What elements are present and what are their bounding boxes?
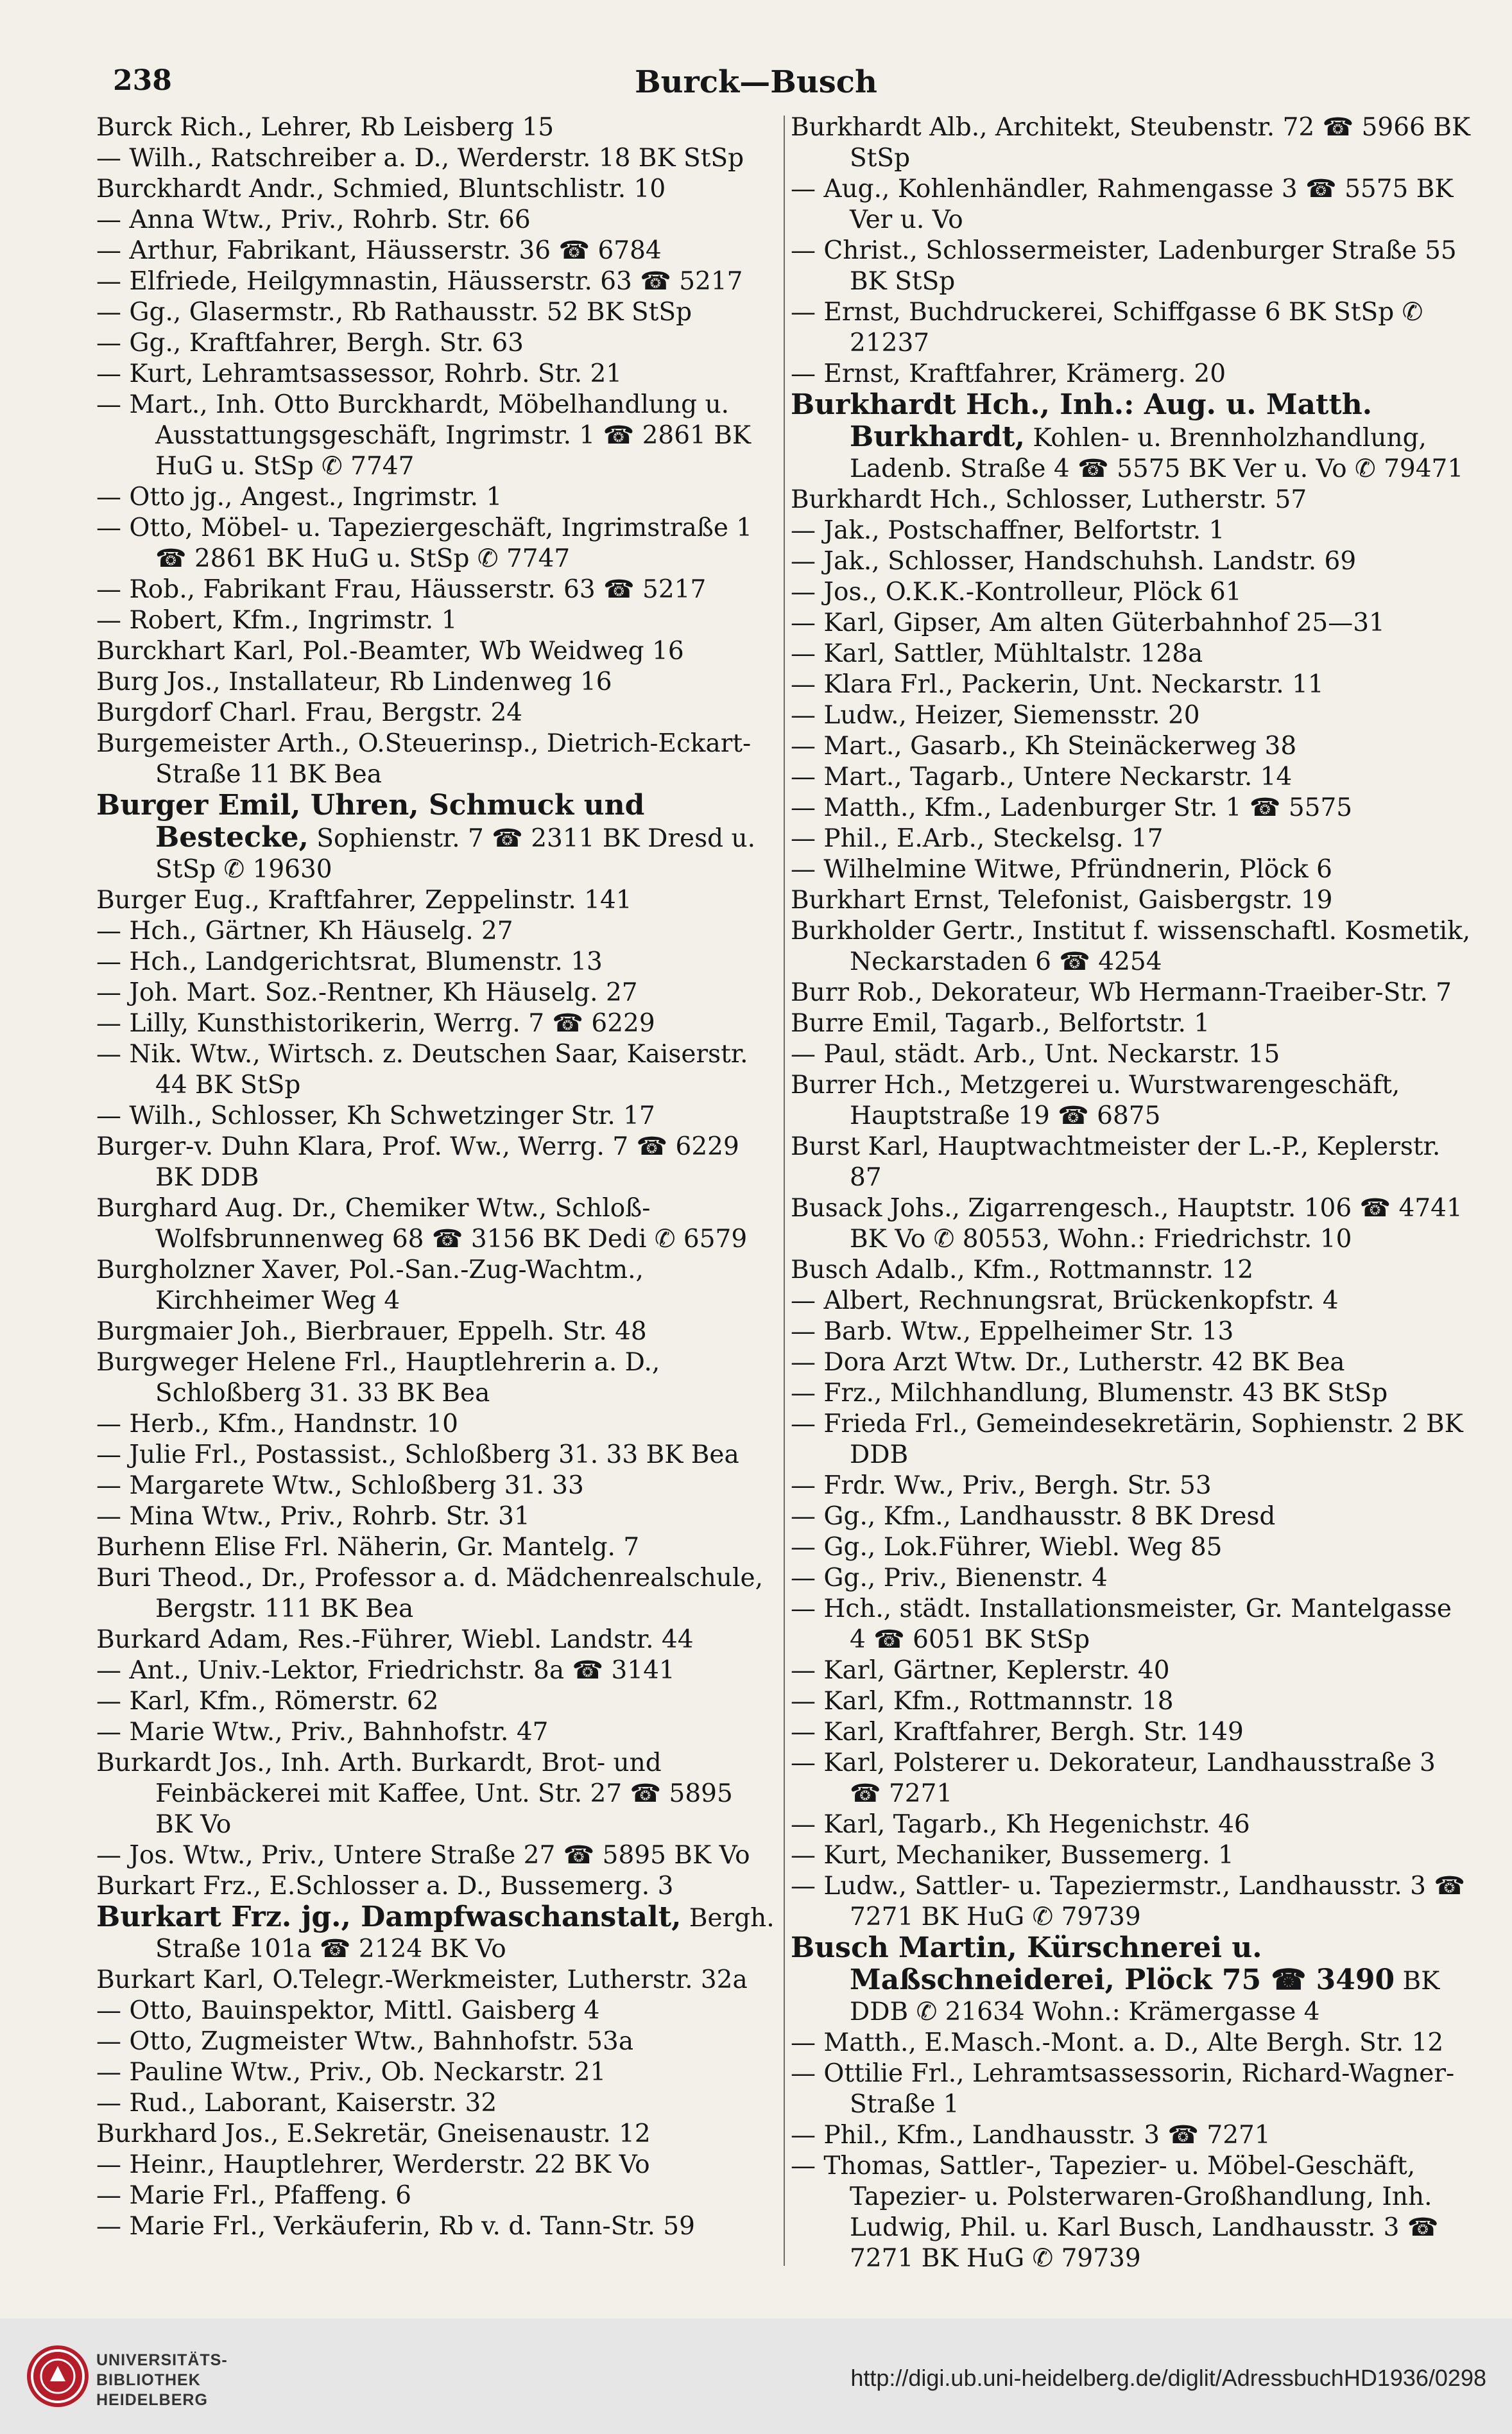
directory-entry: — Wilh., Ratschreiber a. D., Werderstr. 18 BK StSp [96, 144, 744, 173]
directory-entry: Burrer Hch., Metzgerei u. Wurstwarengeschäft, Hauptstraße 19 ☎ 6875 [791, 1071, 1400, 1130]
directory-entry: Burhenn Elise Frl. Näherin, Gr. Mantelg. 7 [96, 1533, 640, 1562]
directory-entry: — Pauline Wtw., Priv., Ob. Neckarstr. 21 [96, 2058, 606, 2087]
directory-entry: Burck Rich., Lehrer, Rb Leisberg 15 [96, 113, 554, 142]
directory-entry: — Karl, Tagarb., Kh Hegenichstr. 46 [791, 1810, 1250, 1839]
entry-business-name: Busch Martin, Kürschnerei u. Maßschneiderei, Plöck 75 ☎ 3490 [791, 1931, 1395, 1996]
directory-entry: Burgdorf Charl. Frau, Bergstr. 24 [96, 698, 523, 727]
directory-entry: — Frieda Frl., Gemeindesekretärin, Sophienstr. 2 BK DDB [791, 1410, 1463, 1469]
directory-entry: — Ant., Univ.-Lektor, Friedrichstr. 8a ☎ 3141 [96, 1656, 675, 1685]
directory-entry: Burkhart Ernst, Telefonist, Gaisbergstr. 19 [791, 886, 1333, 915]
directory-entry: Burkhardt Hch., Schlosser, Lutherstr. 57 [791, 485, 1307, 514]
directory-entry: — Karl, Gipser, Am alten Güterbahnhof 25—31 [791, 608, 1385, 637]
directory-entry: Burghard Aug. Dr., Chemiker Wtw., Schloß-Wolfsbrunnenweg 68 ☎ 3156 BK Dedi ✆ 6579 [96, 1194, 748, 1254]
entry-details: Sophienstr. 7 ☎ 2311 BK Dresd u. StSp ✆ 19630 [155, 824, 755, 884]
directory-entry: — Jak., Schlosser, Handschuhsh. Landstr. 69 [791, 547, 1357, 576]
directory-entry: Burr Rob., Dekorateur, Wb Hermann-Traeiber-Str. 7 [791, 978, 1452, 1007]
directory-entry: — Ottilie Frl., Lehramtsassessorin, Richard-Wagner-Straße 1 [791, 2059, 1455, 2119]
directory-entry: — Mart., Inh. Otto Burckhardt, Möbelhandlung u. Ausstattungsgeschäft, Ingrimstr. 1 ☎ 2861 BK HuG u. StSp ✆ 7747 [96, 390, 752, 481]
directory-entry: — Phil., Kfm., Landhausstr. 3 ☎ 7271 [791, 2121, 1271, 2150]
directory-entry: — Arthur, Fabrikant, Häusserstr. 36 ☎ 6784 [96, 236, 662, 265]
directory-entry: — Nik. Wtw., Wirtsch. z. Deutschen Saar, Kaiserstr. 44 BK StSp [96, 1040, 748, 1100]
directory-entry: Busack Johs., Zigarrengesch., Hauptstr. 106 ☎ 4741 BK Vo ✆ 80553, Wohn.: Friedrichstr. 10 [791, 1194, 1463, 1254]
directory-entry: — Gg., Kfm., Landhausstr. 8 BK Dresd [791, 1502, 1276, 1531]
directory-entry: — Mart., Tagarb., Untere Neckarstr. 14 [791, 763, 1293, 791]
directory-entry: Burkhard Jos., E.Sekretär, Gneisenaustr. 12 [96, 2119, 651, 2148]
directory-entry: Burgemeister Arth., O.Steuerinsp., Dietrich-Eckart-Straße 11 BK Bea [96, 729, 752, 789]
directory-entry: Burgholzner Xaver, Pol.-San.-Zug-Wachtm., Kirchheimer Weg 4 [96, 1256, 644, 1315]
directory-entry: — Karl, Polsterer u. Dekorateur, Landhausstraße 3 ☎ 7271 [791, 1748, 1436, 1808]
directory-entry: Buri Theod., Dr., Professor a. d. Mädchenrealschule, Bergstr. 111 BK Bea [96, 1564, 763, 1623]
directory-entry: — Karl, Kraftfahrer, Bergh. Str. 149 [791, 1718, 1244, 1747]
directory-entry: Burkart Frz., E.Schlosser a. D., Bussemerg. 3 [96, 1872, 674, 1901]
directory-entry: — Wilhelmine Witwe, Pfründnerin, Plöck 6 [791, 855, 1332, 884]
directory-entry: — Klara Frl., Packerin, Unt. Neckarstr. 11 [791, 670, 1324, 699]
directory-entry: Busch Adalb., Kfm., Rottmannstr. 12 [791, 1256, 1254, 1284]
directory-entry: Burgmaier Joh., Bierbrauer, Eppelh. Str. 48 [96, 1317, 647, 1346]
directory-entry: — Otto jg., Angest., Ingrimstr. 1 [96, 483, 503, 512]
directory-entry [96, 790, 777, 885]
directory-entry: — Karl, Sattler, Mühltalstr. 128a [791, 639, 1203, 668]
directory-entry: — Matth., E.Masch.-Mont. a. D., Alte Bergh. Str. 12 [791, 2028, 1444, 2057]
directory-entry: Burger Eug., Kraftfahrer, Zeppelinstr. 141 [96, 886, 632, 915]
directory-entry: Burkart Karl, O.Telegr.-Werkmeister, Lutherstr. 32a [96, 1965, 748, 1994]
directory-entry: Burkardt Jos., Inh. Arth. Burkardt, Brot- und Feinbäckerei mit Kaffee, Unt. Str. 27 ☎ 5895 BK Vo [96, 1748, 733, 1839]
directory-entry: — Gg., Glasermstr., Rb Rathausstr. 52 BK StSp [96, 298, 692, 327]
university-seal-icon [27, 2345, 89, 2407]
directory-entry: — Kurt, Mechaniker, Bussemerg. 1 [791, 1841, 1234, 1870]
directory-entry: — Julie Frl., Postassist., Schloßberg 31. 33 BK Bea [96, 1440, 739, 1469]
directory-entry: Burckhart Karl, Pol.-Beamter, Wb Weidweg 16 [96, 637, 684, 666]
directory-entry: — Aug., Kohlenhändler, Rahmengasse 3 ☎ 5575 BK Ver u. Vo [791, 175, 1454, 234]
page-number: 238 [113, 64, 172, 97]
directory-entry: — Otto, Bauinspektor, Mittl. Gaisberg 4 [96, 1996, 600, 2025]
directory-entry: — Mart., Gasarb., Kh Steinäckerweg 38 [791, 732, 1297, 761]
directory-entry: — Jos., O.K.K.-Kontrolleur, Plöck 61 [791, 578, 1242, 607]
directory-entry: — Albert, Rechnungsrat, Brückenkopfstr. 4 [791, 1286, 1339, 1315]
running-head: Burck—Busch [635, 64, 877, 100]
directory-entry: — Jak., Postschaffner, Belfortstr. 1 [791, 516, 1225, 545]
directory-entry: — Rob., Fabrikant Frau, Häusserstr. 63 ☎ 5217 [96, 575, 707, 604]
directory-entry: — Otto, Zugmeister Wtw., Bahnhofstr. 53a [96, 2027, 634, 2056]
directory-entry: — Hch., städt. Installationsmeister, Gr. Mantelgasse 4 ☎ 6051 BK StSp [791, 1594, 1452, 1654]
directory-entry: — Anna Wtw., Priv., Rohrb. Str. 66 [96, 205, 531, 234]
directory-entry: — Frz., Milchhandlung, Blumenstr. 43 BK StSp [791, 1379, 1388, 1408]
directory-entry: — Herb., Kfm., Handnstr. 10 [96, 1410, 458, 1438]
directory-entry: — Hch., Landgerichtsrat, Blumenstr. 13 [96, 947, 603, 976]
library-name: UNIVERSITÄTS- BIBLIOTHEK HEIDELBERG [96, 2351, 228, 2409]
directory-entry: — Christ., Schlossermeister, Ladenburger Straße 55 BK StSp [791, 236, 1457, 296]
directory-entry: — Heinr., Hauptlehrer, Werderstr. 22 BK Vo [96, 2150, 650, 2179]
entry-business-name: Burkart Frz. jg., Dampfwaschanstalt, [96, 1901, 682, 1933]
entry-details: BK DDB ✆ 21634 Wohn.: Krämergasse 4 [850, 1967, 1440, 2026]
directory-entry: — Paul, städt. Arb., Unt. Neckarstr. 15 [791, 1040, 1280, 1069]
entry-business-name: Burger Emil, Uhren, Schmuck und Bestecke, [96, 789, 645, 854]
directory-entry: — Barb. Wtw., Eppelheimer Str. 13 [791, 1317, 1234, 1346]
directory-entry: — Mina Wtw., Priv., Rohrb. Str. 31 [96, 1502, 530, 1531]
entry-details: Bergh. Straße 101a ☎ 2124 BK Vo [155, 1904, 775, 1964]
directory-entry: — Kurt, Lehramtsassessor, Rohrb. Str. 21 [96, 359, 623, 388]
directory-entry: Burgweger Helene Frl., Hauptlehrerin a. D., Schloßberg 31. 33 BK Bea [96, 1348, 660, 1408]
directory-entry: — Marie Frl., Verkäuferin, Rb v. d. Tann-Str. 59 [96, 2212, 695, 2241]
directory-entry: Burre Emil, Tagarb., Belfortstr. 1 [791, 1009, 1210, 1038]
left-column [96, 112, 777, 2242]
directory-entry: — Gg., Priv., Bienenstr. 4 [791, 1564, 1108, 1592]
directory-entry: — Karl, Kfm., Römerstr. 62 [96, 1687, 439, 1716]
source-url-link[interactable]: http://digi.ub.uni-heidelberg.de/diglit/AdressbuchHD1936/0298 [850, 2365, 1486, 2391]
directory-entry: Burger-v. Duhn Klara, Prof. Ww., Werrg. 7 ☎ 6229 BK DDB [96, 1132, 739, 1192]
directory-entry [791, 390, 1471, 485]
directory-entry: — Robert, Kfm., Ingrimstr. 1 [96, 606, 458, 635]
directory-entry [791, 1933, 1471, 2028]
column-divider [784, 116, 785, 2266]
directory-entry: — Marie Wtw., Priv., Bahnhofstr. 47 [96, 1718, 549, 1747]
directory-entry: Burkholder Gertr., Institut f. wissenschaftl. Kosmetik, Neckarstaden 6 ☎ 4254 [791, 917, 1471, 976]
directory-entry: — Ludw., Heizer, Siemensstr. 20 [791, 701, 1200, 730]
directory-entry: — Joh. Mart. Soz.-Rentner, Kh Häuselg. 27 [96, 978, 638, 1007]
directory-entry: — Ludw., Sattler- u. Tapeziermstr., Landhausstr. 3 ☎ 7271 BK HuG ✆ 79739 [791, 1872, 1465, 1931]
directory-entry: — Phil., E.Arb., Steckelsg. 17 [791, 824, 1164, 853]
directory-entry: — Ernst, Buchdruckerei, Schiffgasse 6 BK StSp ✆ 21237 [791, 298, 1423, 358]
directory-entry: — Lilly, Kunsthistorikerin, Werrg. 7 ☎ 6229 [96, 1009, 655, 1038]
directory-entry: — Frdr. Ww., Priv., Bergh. Str. 53 [791, 1471, 1212, 1500]
directory-entry: — Gg., Kraftfahrer, Bergh. Str. 63 [96, 329, 524, 358]
directory-entry: — Elfriede, Heilgymnastin, Häusserstr. 63 ☎ 5217 [96, 267, 743, 296]
directory-entry: — Karl, Kfm., Rottmannstr. 18 [791, 1687, 1174, 1716]
directory-entry: — Karl, Gärtner, Keplerstr. 40 [791, 1656, 1170, 1685]
directory-entry: — Dora Arzt Wtw. Dr., Lutherstr. 42 BK Bea [791, 1348, 1345, 1377]
directory-entry: — Margarete Wtw., Schloßberg 31. 33 [96, 1471, 584, 1500]
directory-entry: Burkhardt Alb., Architekt, Steubenstr. 72 ☎ 5966 BK StSp [791, 113, 1471, 173]
directory-entry: — Thomas, Sattler-, Tapezier- u. Möbel-Geschäft, Tapezier- u. Polsterwaren-Großhandlung, Inh. Ludwig, Phil. u. Karl Busch, Landhausstr. 3 ☎ 7271 BK HuG ✆ 79739 [791, 2152, 1439, 2273]
entry-business-name: Burkhardt Hch., Inh.: Aug. u. Matth. Burkhardt, [791, 388, 1373, 453]
directory-entry: — Matth., Kfm., Ladenburger Str. 1 ☎ 5575 [791, 793, 1353, 822]
directory-entry: — Jos. Wtw., Priv., Untere Straße 27 ☎ 5895 BK Vo [96, 1841, 750, 1870]
directory-entry: Burckhardt Andr., Schmied, Bluntschlistr. 10 [96, 175, 666, 203]
directory-entry: Burkard Adam, Res.-Führer, Wiebl. Landstr. 44 [96, 1625, 694, 1654]
directory-entry: Burg Jos., Installateur, Rb Lindenweg 16 [96, 668, 612, 696]
directory-entry: — Wilh., Schlosser, Kh Schwetzinger Str. 17 [96, 1101, 655, 1130]
directory-entry: — Gg., Lok.Führer, Wiebl. Weg 85 [791, 1533, 1223, 1562]
directory-entry [96, 1902, 777, 1965]
right-column [791, 112, 1471, 2274]
directory-entry: — Rud., Laborant, Kaiserstr. 32 [96, 2089, 497, 2118]
entry-details: Kohlen- u. Brennholzhandlung, Ladenb. Straße 4 ☎ 5575 BK Ver u. Vo ✆ 79471 [850, 424, 1464, 483]
footer-bar [0, 2318, 1512, 2434]
directory-entry: — Marie Frl., Pfaffeng. 6 [96, 2181, 411, 2210]
directory-entry: Burst Karl, Hauptwachtmeister der L.-P., Keplerstr. 87 [791, 1132, 1441, 1192]
directory-entry: — Ernst, Kraftfahrer, Krämerg. 20 [791, 359, 1226, 388]
directory-entry: — Otto, Möbel- u. Tapeziergeschäft, Ingrimstraße 1 ☎ 2861 BK HuG u. StSp ✆ 7747 [96, 514, 753, 573]
directory-entry: — Hch., Gärtner, Kh Häuselg. 27 [96, 917, 513, 945]
